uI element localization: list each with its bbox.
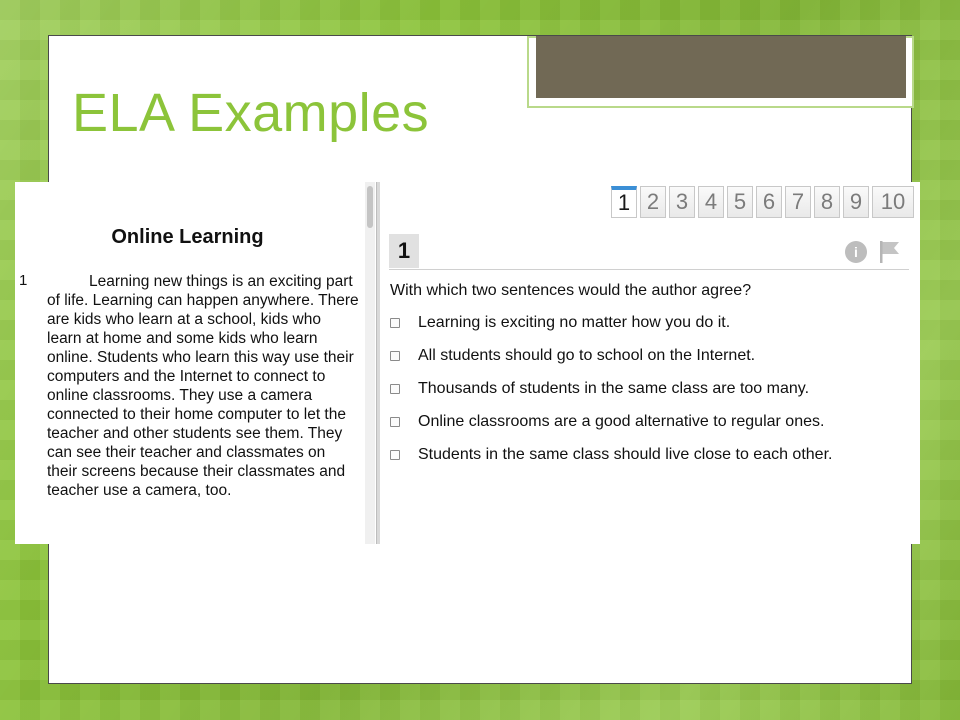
answer-label: All students should go to school on the Internet. (418, 347, 756, 364)
decorative-tab (536, 36, 906, 98)
answer-label: Online classrooms are a good alternative to regular ones. (418, 413, 825, 430)
info-icon[interactable]: i (845, 241, 867, 263)
panel-divider[interactable] (376, 182, 380, 544)
page-tab-7[interactable]: 7 (785, 186, 811, 218)
page-tab-3[interactable]: 3 (669, 186, 695, 218)
answer-label: Learning is exciting no matter how you do it. (418, 314, 731, 331)
paragraph-number: 1 (19, 272, 28, 289)
flag-icon[interactable] (877, 239, 903, 265)
passage-panel (15, 182, 365, 544)
question-divider (389, 269, 909, 270)
checkbox[interactable] (390, 351, 400, 361)
checkbox[interactable] (390, 318, 400, 328)
answer-label: Thousands of students in the same class are too many. (418, 380, 810, 397)
page-tab-2[interactable]: 2 (640, 186, 666, 218)
checkbox[interactable] (390, 450, 400, 460)
page-tab-10[interactable]: 10 (872, 186, 914, 218)
checkbox[interactable] (390, 384, 400, 394)
scrollbar-thumb[interactable] (367, 186, 373, 228)
page-tab-4[interactable]: 4 (698, 186, 724, 218)
page-tab-8[interactable]: 8 (814, 186, 840, 218)
passage-text: Learning new things is an exciting part of life. Learning can happen anywhere. There are kids who learn at a school, kids who learn at home and some kids who learn online. Students who learn this way use their computers and the Internet to connect to online classrooms. They use a camera connected to their home computer to let the teacher and other students see them. They can see their teacher and classmates on their screens because their classmates and teacher use a camera, too. (47, 273, 359, 499)
page-tab-5[interactable]: 5 (727, 186, 753, 218)
passage-title: Online Learning (111, 226, 264, 248)
checkbox[interactable] (390, 417, 400, 427)
page-tab-6[interactable]: 6 (756, 186, 782, 218)
slide-title: ELA Examples (72, 83, 430, 143)
question-prompt: With which two sentences would the author agree? (390, 282, 752, 299)
page-tab-1[interactable]: 1 (611, 186, 637, 218)
test-screenshot (15, 182, 920, 544)
answer-label: Students in the same class should live close to each other. (418, 446, 833, 463)
question-number: 1 (389, 234, 419, 268)
passage-scrollbar[interactable] (365, 182, 375, 544)
page-tab-9[interactable]: 9 (843, 186, 869, 218)
question-pager (611, 184, 915, 220)
